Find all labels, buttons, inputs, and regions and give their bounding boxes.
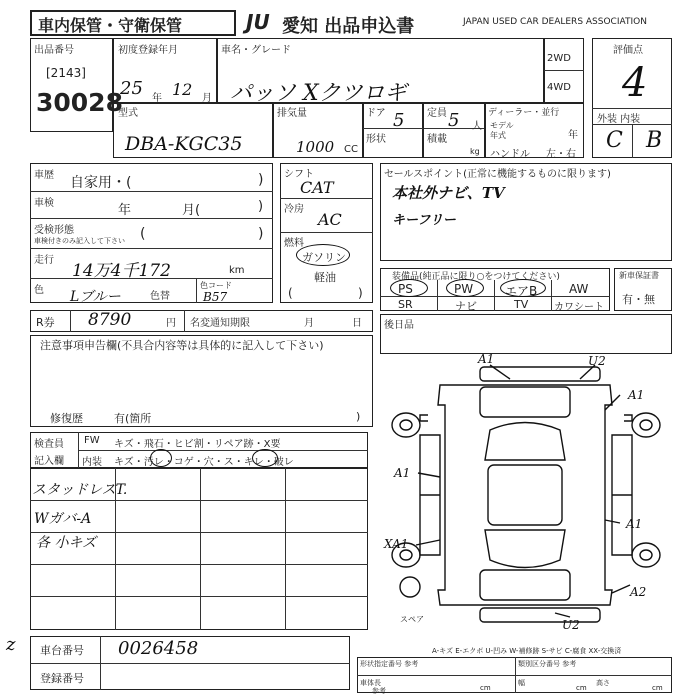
inspector-label-2: 記入欄 bbox=[34, 456, 64, 467]
inspector-row2: キズ・汚レ・コゲ・穴・ス・キレ・破レ bbox=[114, 457, 294, 468]
sales-points-line2: キーフリー bbox=[392, 213, 456, 228]
spare-label: スペア bbox=[400, 615, 424, 624]
color-label: 色 bbox=[34, 285, 44, 296]
color-vdivider bbox=[196, 278, 197, 303]
mileage-label: 走行 bbox=[34, 255, 54, 266]
exterior-score: C bbox=[606, 128, 623, 153]
equip-pw: PW bbox=[454, 282, 474, 296]
equipment-label: 装備品(純正品に限り○をつけてください) bbox=[392, 272, 560, 282]
fuel-gasoline: ガソリン bbox=[302, 251, 346, 264]
recycle-label: R券 bbox=[36, 316, 55, 329]
inspector-hdivider bbox=[78, 450, 368, 451]
grid-v3 bbox=[285, 468, 286, 630]
lot-label: 出品番号 bbox=[34, 45, 74, 56]
diagram-mark-rear-right: A2 bbox=[630, 585, 647, 599]
equip-ps-circle bbox=[390, 279, 428, 297]
inspector-row1: キズ・飛石・ヒビ割・リペア跡・X要 bbox=[114, 439, 281, 450]
inspector-note-1: スタッドレスT. bbox=[32, 482, 128, 498]
plate-label: 登録番号 bbox=[40, 672, 84, 685]
new-warranty-label: 新車保証書 bbox=[619, 271, 659, 280]
ac-label: 冷房 bbox=[284, 204, 304, 215]
first-reg-year: 25 bbox=[120, 78, 143, 99]
car-name-value: パッソ Xクツロギ bbox=[230, 81, 407, 106]
equip-ps: PS bbox=[398, 282, 413, 296]
score-value: 4 bbox=[622, 60, 648, 106]
deadline-label: 名変通知期限 bbox=[190, 318, 250, 329]
displacement-label: 排気量 bbox=[277, 108, 307, 119]
inspection-month: 月( bbox=[182, 203, 201, 218]
load-unit: kg bbox=[470, 147, 480, 156]
capacity-value: 5 bbox=[448, 110, 460, 131]
doors-label: ドア bbox=[366, 108, 386, 119]
wid-unit: cm bbox=[576, 684, 587, 692]
load-label: 積載 bbox=[427, 134, 447, 145]
equip-sr: SR bbox=[398, 298, 413, 311]
first-reg-month: 12 bbox=[172, 80, 193, 99]
diagram-mark-right-door: A1 bbox=[626, 517, 643, 531]
displacement-value: 1000 bbox=[296, 138, 335, 156]
mileage-value: 14万4千172 bbox=[72, 261, 171, 281]
recycle-vdivider-2 bbox=[184, 310, 185, 332]
interior-score: B bbox=[646, 128, 663, 153]
chassis-vdivider bbox=[100, 636, 101, 690]
grid-v2 bbox=[200, 468, 201, 630]
hei-label: 高さ bbox=[596, 679, 610, 687]
history-close: ) bbox=[258, 172, 264, 188]
drive-2wd: 2WD bbox=[547, 53, 571, 64]
equip-pw-circle bbox=[446, 279, 484, 297]
ju-logo: JU bbox=[246, 10, 270, 34]
model-value: DBA-KGC35 bbox=[125, 133, 243, 155]
equip-tv: TV bbox=[514, 298, 529, 311]
hei-unit: cm bbox=[652, 684, 663, 692]
diagram-mark-right-fender: A1 bbox=[628, 388, 645, 402]
equip-airbag: エアB bbox=[505, 284, 538, 298]
recycle-unit: 円 bbox=[166, 318, 176, 329]
shape-spec-label: 形状指定番号 参考 bbox=[360, 660, 419, 668]
chassis-divider bbox=[30, 663, 350, 664]
grid-h1 bbox=[30, 500, 368, 501]
diagram-mark-left-rear: XA1 bbox=[384, 537, 409, 551]
form-title-en: JAPAN USED CAR DEALERS ASSOCIATION bbox=[463, 17, 647, 27]
receipt-label: 受検形態 bbox=[34, 225, 74, 236]
equip-airbag-circle bbox=[500, 279, 546, 297]
recycle-vdivider-1 bbox=[70, 310, 71, 332]
mileage-unit: km bbox=[229, 265, 245, 276]
equip-aw: AW bbox=[569, 282, 589, 296]
wid-label: 幅 bbox=[518, 679, 525, 687]
damage-legend: A-キズ E-エクボ U-凹み W-補修跡 S-サビ C-腐食 XX-交換済 bbox=[432, 647, 622, 655]
shift-value: CAT bbox=[300, 178, 334, 197]
notes-label: 注意事項申告欄(不具合内容等は具体的に記入して下さい) bbox=[40, 339, 324, 352]
ext-int-label: 外装 内装 bbox=[597, 114, 641, 125]
su-circle bbox=[252, 449, 278, 467]
inspector-row2-head: 内装 bbox=[82, 457, 102, 468]
class-spec-label: 類別区分番号 参考 bbox=[518, 660, 577, 668]
score-label: 評価点 bbox=[613, 45, 643, 56]
history-divider-4 bbox=[30, 278, 273, 279]
dirt-circle bbox=[150, 449, 172, 467]
dealer-model-label: モデル bbox=[490, 121, 514, 130]
later-label: 後日品 bbox=[384, 320, 414, 331]
new-warranty-options: 有・無 bbox=[622, 293, 655, 306]
color-code-label: 色コード bbox=[200, 281, 232, 290]
color-value: Lブルー bbox=[70, 289, 121, 305]
shift-divider bbox=[280, 198, 373, 199]
repair-value: 有(箇所 bbox=[114, 412, 152, 425]
handle-label: ハンドル bbox=[490, 149, 530, 160]
drive-divider bbox=[544, 70, 584, 71]
ac-value: AC bbox=[318, 210, 342, 229]
grid-h4 bbox=[30, 596, 368, 597]
first-reg-year-unit: 年 bbox=[152, 93, 162, 104]
dealer-year-label: 年式 bbox=[490, 131, 506, 140]
equip-navi: ナビ bbox=[455, 300, 477, 313]
fuel-open: ( bbox=[288, 286, 293, 300]
car-name-label: 車名・グレード bbox=[221, 45, 291, 56]
deadline-day: 日 bbox=[352, 318, 362, 329]
grid-h3 bbox=[30, 564, 368, 565]
equipment-vdivider-1 bbox=[437, 280, 438, 311]
equip-leather: カワシート bbox=[554, 302, 604, 313]
fuel-close: ) bbox=[358, 286, 363, 300]
equipment-vdivider-3 bbox=[551, 280, 552, 311]
inspection-year: 年 bbox=[118, 203, 132, 218]
inspection-label: 車検 bbox=[34, 198, 54, 209]
drive-4wd: 4WD bbox=[547, 82, 571, 93]
storage-label: 車内保管・守衛保管 bbox=[38, 16, 183, 35]
repair-close: ) bbox=[356, 410, 361, 423]
ac-divider bbox=[280, 232, 373, 233]
sales-points-label: セールスポイント(正常に機能するものに限ります) bbox=[384, 169, 611, 180]
inspector-label-1: 検査員 bbox=[34, 439, 64, 450]
equipment-vdivider-2 bbox=[494, 280, 495, 311]
history-divider-2 bbox=[30, 218, 273, 219]
deadline-month: 月 bbox=[304, 318, 314, 329]
gasoline-circle bbox=[296, 244, 350, 266]
ext-int-vdivider bbox=[632, 124, 633, 158]
shift-label: シフト bbox=[284, 169, 314, 180]
margin-mark: z bbox=[6, 634, 16, 655]
history-value: 自家用・( bbox=[70, 175, 132, 191]
history-label: 車歴 bbox=[34, 170, 54, 181]
model-label: 型式 bbox=[118, 108, 138, 119]
receipt-close: ) bbox=[258, 226, 264, 242]
lot-number: 30028 bbox=[36, 88, 123, 117]
dim-hdivider bbox=[357, 675, 672, 676]
inspection-close: ) bbox=[258, 199, 264, 214]
chassis-value: 0026458 bbox=[118, 638, 199, 659]
diagram-mark-front-left: A1 bbox=[478, 352, 495, 366]
fuel-diesel: 軽油 bbox=[314, 271, 336, 284]
chassis-label: 車台番号 bbox=[40, 644, 84, 657]
form-title: 愛知 出品申込書 bbox=[282, 16, 415, 37]
receipt-sub: 車検付きのみ記入して下さい bbox=[34, 237, 125, 245]
handle-options: 左・右 bbox=[546, 149, 576, 160]
history-divider-3 bbox=[30, 248, 273, 249]
color-changed-label: 色替 bbox=[150, 291, 170, 302]
color-code-value: B57 bbox=[203, 290, 228, 304]
sales-points-line1: 本社外ナビ、TV bbox=[392, 184, 505, 202]
doors-value: 5 bbox=[393, 110, 405, 131]
capacity-unit: 人 bbox=[472, 121, 482, 132]
diagram-mark-left-door: A1 bbox=[394, 466, 411, 480]
len-unit: cm bbox=[480, 684, 491, 692]
shape-label: 形状 bbox=[366, 134, 386, 145]
inspector-row1-head: FW bbox=[84, 435, 100, 446]
first-reg-month-unit: 月 bbox=[202, 93, 212, 104]
lot-small-number: [2143] bbox=[46, 66, 86, 80]
history-divider-1 bbox=[30, 191, 273, 192]
recycle-value: 8790 bbox=[88, 310, 132, 330]
score-divider bbox=[592, 108, 672, 109]
receipt-open: ( bbox=[140, 226, 146, 242]
diagram-mark-rear-bumper: U2 bbox=[562, 618, 580, 632]
len-label: 車体長 bbox=[360, 679, 381, 687]
inspector-note-2: Wガバ-A bbox=[34, 511, 92, 527]
inspector-note-3: 各 小キズ bbox=[36, 535, 97, 551]
first-reg-label: 初度登録年月 bbox=[118, 45, 178, 56]
repair-label: 修復歴 bbox=[50, 412, 83, 425]
dealer-label: ディーラー・並行 bbox=[488, 108, 560, 118]
diagram-mark-front-right: U2 bbox=[588, 354, 606, 368]
capacity-label: 定員 bbox=[427, 108, 447, 119]
dealer-year-unit: 年 bbox=[568, 130, 578, 141]
later-box bbox=[380, 314, 672, 354]
fuel-label: 燃料 bbox=[284, 238, 304, 249]
ref-label: 参考 bbox=[372, 687, 386, 695]
displacement-unit: CC bbox=[344, 144, 358, 155]
